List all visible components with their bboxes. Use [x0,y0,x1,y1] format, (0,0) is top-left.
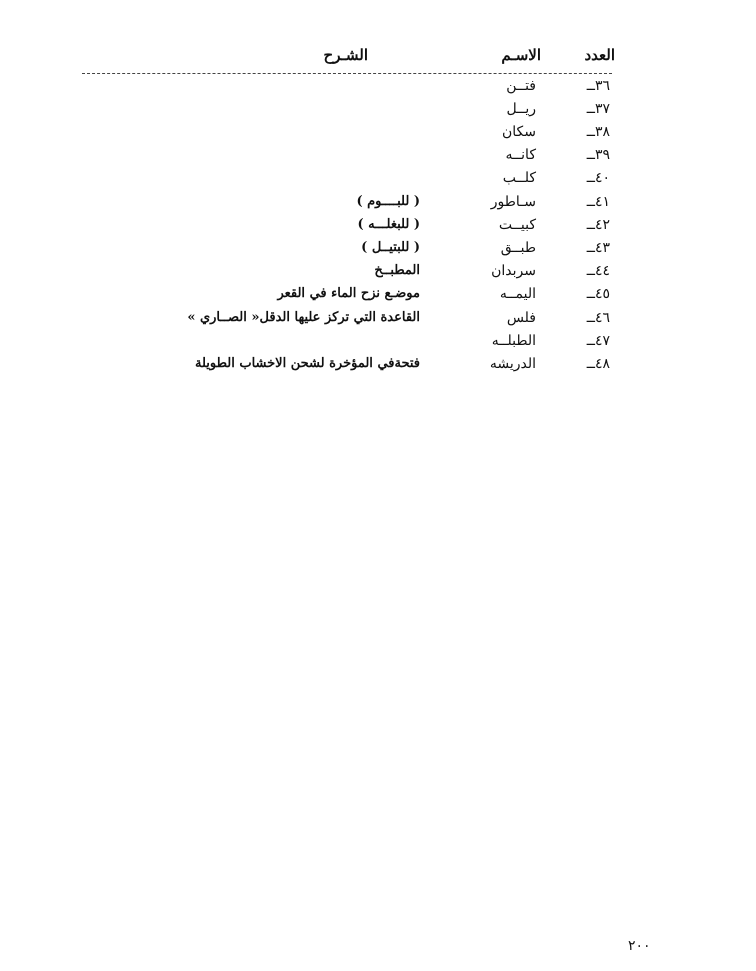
row-name: سربدان [491,263,536,279]
row-name: كبيــت [498,217,536,233]
row-number: ٣٦ــ [586,78,610,94]
row-name: اليمــه [499,286,536,302]
header-number: العدد [584,46,615,64]
row-name: كانــه [505,147,536,163]
row-number: ٤٤ــ [586,263,610,279]
row-name: كلــب [502,170,536,186]
row-name: سـاطور [490,194,536,210]
header-description: الشـرح [323,46,368,64]
table-row [0,194,756,217]
table-row [0,240,756,263]
table-row [0,286,756,309]
row-name: الطبلــه [491,333,536,349]
row-number: ٤٢ــ [586,217,610,233]
row-description: موضـع نزح الماء في القعر [277,286,420,301]
table-row [0,78,756,101]
row-description: ( للبغلـــه ) [357,217,420,232]
row-name: ريــل [506,101,536,117]
row-description: ( للبتيــل ) [361,240,420,255]
table-row [0,356,756,379]
row-description: ( للبــــوم ) [356,194,420,209]
table-row [0,310,756,333]
row-number: ٤٧ــ [586,333,610,349]
table-row [0,124,756,147]
header-name: الاسـم [501,46,541,64]
table-row [0,333,756,356]
row-number: ٤٨ــ [586,356,610,372]
row-number: ٣٩ــ [586,147,610,163]
row-name: سكان [501,124,536,140]
row-number: ٤٦ــ [586,310,610,326]
row-name: الدريشه [489,356,536,372]
row-name: فتــن [506,78,536,94]
header-divider [82,73,612,74]
row-number: ٤٣ــ [586,240,610,256]
row-number: ٤٥ــ [586,286,610,302]
table-row [0,101,756,124]
row-description: فتحةفي المؤخرة لشحن الاخشاب الطويلة [194,356,420,371]
row-description: المطبــخ [374,263,420,278]
page-number: ٢٠٠ [628,938,651,954]
row-name: فلس [506,310,536,326]
table-row [0,217,756,240]
row-number: ٣٧ــ [586,101,610,117]
table-row [0,263,756,286]
row-description: القاعدة التي تركز عليها الدقل« الصــاري » [187,310,420,325]
row-number: ٤٠ــ [586,170,610,186]
row-name: طبــق [500,240,536,256]
row-number: ٤١ــ [586,194,610,210]
table-row [0,147,756,170]
row-number: ٣٨ــ [586,124,610,140]
table-row [0,170,756,193]
